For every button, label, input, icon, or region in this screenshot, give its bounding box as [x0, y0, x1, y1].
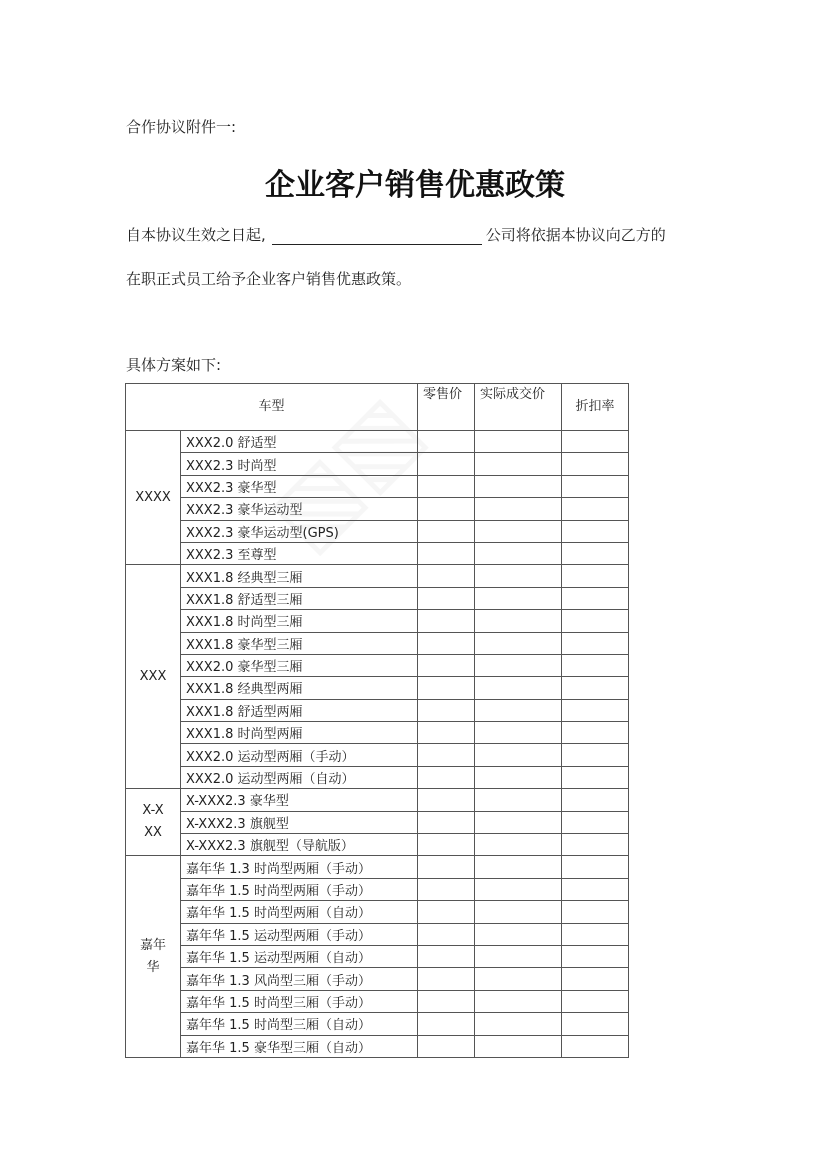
page-title: 企业客户销售优惠政策 — [265, 168, 565, 203]
discount-cell[interactable] — [562, 677, 629, 699]
table-row — [126, 498, 629, 520]
table-row — [126, 811, 629, 833]
retail-price-cell[interactable] — [418, 722, 475, 744]
group-name: XXXX — [126, 431, 181, 565]
retail-price-cell[interactable] — [418, 968, 475, 990]
table-row — [126, 699, 629, 721]
table-row — [126, 1013, 629, 1035]
actual-price-cell[interactable] — [475, 878, 562, 900]
group-name: XXX — [126, 565, 181, 789]
discount-cell[interactable] — [562, 1013, 629, 1035]
discount-cell[interactable] — [562, 811, 629, 833]
table-row — [126, 654, 629, 676]
table-row — [126, 587, 629, 609]
actual-price-cell[interactable] — [475, 699, 562, 721]
table-row — [126, 722, 629, 744]
pricing-table — [125, 383, 629, 1058]
model-name: 嘉年华 1.5 豪华型三厢（自动） — [181, 1035, 418, 1057]
retail-price-cell[interactable] — [418, 699, 475, 721]
table-header-row — [126, 384, 629, 431]
actual-price-cell[interactable] — [475, 766, 562, 788]
header-model: 车型 — [126, 384, 418, 431]
table-row — [126, 923, 629, 945]
discount-cell[interactable] — [562, 901, 629, 923]
actual-price-cell[interactable] — [475, 632, 562, 654]
actual-price-cell[interactable] — [475, 498, 562, 520]
discount-cell[interactable] — [562, 431, 629, 453]
actual-price-cell[interactable] — [475, 722, 562, 744]
actual-price-cell[interactable] — [475, 565, 562, 587]
table-row — [126, 744, 629, 766]
discount-cell[interactable] — [562, 722, 629, 744]
model-name: XXX1.8 豪华型三厢 — [181, 632, 418, 654]
table-row — [126, 789, 629, 811]
model-name: XXX2.0 运动型两厢（手动） — [181, 744, 418, 766]
discount-cell[interactable] — [562, 498, 629, 520]
discount-cell[interactable] — [562, 945, 629, 967]
discount-cell[interactable] — [562, 744, 629, 766]
actual-price-cell[interactable] — [475, 990, 562, 1012]
table-row — [126, 878, 629, 900]
discount-cell[interactable] — [562, 856, 629, 878]
model-name: XXX2.0 舒适型 — [181, 431, 418, 453]
model-name: XXX2.0 豪华型三厢 — [181, 654, 418, 676]
table-row — [126, 610, 629, 632]
attachment-label: 合作协议附件一: — [126, 118, 237, 136]
discount-cell[interactable] — [562, 475, 629, 497]
discount-cell[interactable] — [562, 766, 629, 788]
paragraph-text: 公司将依据本协议向乙方的 — [485, 226, 666, 244]
retail-price-cell[interactable] — [418, 945, 475, 967]
table-row — [126, 677, 629, 699]
plan-label: 具体方案如下: — [126, 356, 222, 374]
model-name: XXX2.0 运动型两厢（自动） — [181, 766, 418, 788]
discount-cell[interactable] — [562, 834, 629, 856]
retail-price-cell[interactable] — [418, 610, 475, 632]
discount-cell[interactable] — [562, 789, 629, 811]
model-name: XXX2.3 豪华型 — [181, 475, 418, 497]
retail-price-cell[interactable] — [418, 677, 475, 699]
actual-price-cell[interactable] — [475, 1035, 562, 1057]
table-row — [126, 834, 629, 856]
actual-price-cell[interactable] — [475, 542, 562, 564]
retail-price-cell[interactable] — [418, 565, 475, 587]
discount-cell[interactable] — [562, 1035, 629, 1057]
group-name: 嘉年华 — [126, 856, 181, 1058]
model-name: XXX1.8 时尚型两厢 — [181, 722, 418, 744]
model-name: XXX1.8 经典型三厢 — [181, 565, 418, 587]
table-row — [126, 990, 629, 1012]
retail-price-cell[interactable] — [418, 632, 475, 654]
retail-price-cell[interactable] — [418, 453, 475, 475]
retail-price-cell[interactable] — [418, 923, 475, 945]
actual-price-cell[interactable] — [475, 789, 562, 811]
actual-price-cell[interactable] — [475, 610, 562, 632]
discount-cell[interactable] — [562, 878, 629, 900]
retail-price-cell[interactable] — [418, 766, 475, 788]
retail-price-cell[interactable] — [418, 811, 475, 833]
header-discount: 折扣率 — [562, 384, 629, 431]
header-retail-price: 零售价 — [418, 384, 475, 431]
actual-price-cell[interactable] — [475, 677, 562, 699]
table-row — [126, 520, 629, 542]
model-name: XXX2.3 时尚型 — [181, 453, 418, 475]
discount-cell[interactable] — [562, 610, 629, 632]
model-name: XXX2.3 豪华运动型(GPS) — [181, 520, 418, 542]
discount-cell[interactable] — [562, 453, 629, 475]
table-row — [126, 453, 629, 475]
model-name: XXX1.8 舒适型三厢 — [181, 587, 418, 609]
model-name: 嘉年华 1.5 时尚型三厢（手动） — [181, 990, 418, 1012]
retail-price-cell[interactable] — [418, 901, 475, 923]
paragraph-line-1 — [126, 224, 666, 245]
model-name: XXX2.3 豪华运动型 — [181, 498, 418, 520]
retail-price-cell[interactable] — [418, 990, 475, 1012]
retail-price-cell[interactable] — [418, 520, 475, 542]
actual-price-cell[interactable] — [475, 475, 562, 497]
table-row — [126, 856, 629, 878]
actual-price-cell[interactable] — [475, 1013, 562, 1035]
table-row — [126, 1035, 629, 1057]
retail-price-cell[interactable] — [418, 856, 475, 878]
discount-cell[interactable] — [562, 654, 629, 676]
discount-cell[interactable] — [562, 520, 629, 542]
model-name: XXX1.8 经典型两厢 — [181, 677, 418, 699]
actual-price-cell[interactable] — [475, 901, 562, 923]
table-row — [126, 632, 629, 654]
actual-price-cell[interactable] — [475, 744, 562, 766]
model-name: XXX2.3 至尊型 — [181, 542, 418, 564]
model-name: 嘉年华 1.3 风尚型三厢（手动） — [181, 968, 418, 990]
retail-price-cell[interactable] — [418, 834, 475, 856]
actual-price-cell[interactable] — [475, 587, 562, 609]
retail-price-cell[interactable] — [418, 498, 475, 520]
model-name: XXX1.8 舒适型两厢 — [181, 699, 418, 721]
table-row — [126, 766, 629, 788]
model-name: 嘉年华 1.3 时尚型两厢（手动） — [181, 856, 418, 878]
discount-cell[interactable] — [562, 699, 629, 721]
table-row — [126, 542, 629, 564]
model-name: XXX1.8 时尚型三厢 — [181, 610, 418, 632]
model-name: X-XXX2.3 旗舰型（导航版） — [181, 834, 418, 856]
actual-price-cell[interactable] — [475, 453, 562, 475]
model-name: X-XXX2.3 旗舰型 — [181, 811, 418, 833]
model-name: 嘉年华 1.5 时尚型两厢（自动） — [181, 901, 418, 923]
table-row — [126, 901, 629, 923]
discount-cell[interactable] — [562, 968, 629, 990]
paragraph-text: 自本协议生效之日起, — [126, 226, 266, 244]
retail-price-cell[interactable] — [418, 654, 475, 676]
retail-price-cell[interactable] — [418, 542, 475, 564]
retail-price-cell[interactable] — [418, 587, 475, 609]
table-row — [126, 945, 629, 967]
retail-price-cell[interactable] — [418, 475, 475, 497]
retail-price-cell[interactable] — [418, 1013, 475, 1035]
discount-cell[interactable] — [562, 990, 629, 1012]
group-name: X-XXX — [126, 789, 181, 856]
discount-cell[interactable] — [562, 565, 629, 587]
model-name: X-XXX2.3 豪华型 — [181, 789, 418, 811]
model-name: 嘉年华 1.5 时尚型三厢（自动） — [181, 1013, 418, 1035]
actual-price-cell[interactable] — [475, 968, 562, 990]
retail-price-cell[interactable] — [418, 789, 475, 811]
actual-price-cell[interactable] — [475, 834, 562, 856]
actual-price-cell[interactable] — [475, 923, 562, 945]
retail-price-cell[interactable] — [418, 878, 475, 900]
actual-price-cell[interactable] — [475, 654, 562, 676]
company-name-blank[interactable] — [272, 228, 482, 245]
table-row — [126, 968, 629, 990]
actual-price-cell[interactable] — [475, 520, 562, 542]
paragraph-line-2: 在职正式员工给予企业客户销售优惠政策。 — [126, 270, 412, 288]
retail-price-cell[interactable] — [418, 744, 475, 766]
table-row — [126, 565, 629, 587]
actual-price-cell[interactable] — [475, 431, 562, 453]
actual-price-cell[interactable] — [475, 856, 562, 878]
actual-price-cell[interactable] — [475, 945, 562, 967]
retail-price-cell[interactable] — [418, 1035, 475, 1057]
model-name: 嘉年华 1.5 时尚型两厢（手动） — [181, 878, 418, 900]
actual-price-cell[interactable] — [475, 811, 562, 833]
discount-cell[interactable] — [562, 587, 629, 609]
discount-cell[interactable] — [562, 923, 629, 945]
retail-price-cell[interactable] — [418, 431, 475, 453]
header-actual-price: 实际成交价 — [475, 384, 562, 431]
table-row — [126, 475, 629, 497]
discount-cell[interactable] — [562, 632, 629, 654]
model-name: 嘉年华 1.5 运动型两厢（自动） — [181, 945, 418, 967]
table-row — [126, 431, 629, 453]
model-name: 嘉年华 1.5 运动型两厢（手动） — [181, 923, 418, 945]
discount-cell[interactable] — [562, 542, 629, 564]
